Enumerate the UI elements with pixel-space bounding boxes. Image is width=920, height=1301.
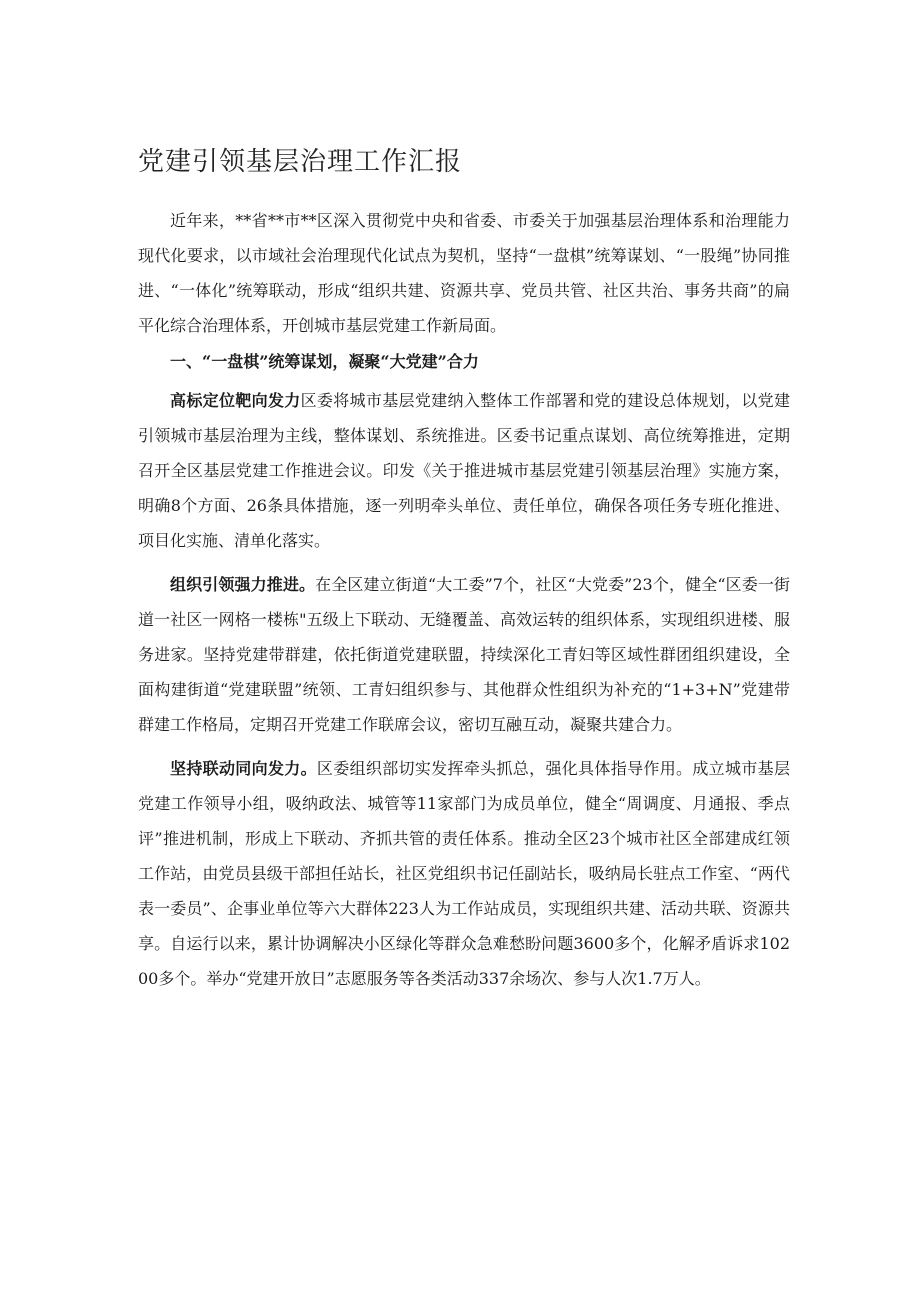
paragraph-linkage	[138, 751, 790, 996]
section-heading: 一、“一盘棋”统筹谋划，凝聚“大党建”合力	[170, 352, 479, 371]
paragraph-lead: 高标定位靶向发力	[170, 391, 301, 410]
paragraph-target-positioning	[138, 383, 790, 558]
paragraph-lead: 组织引领强力推进。	[170, 575, 316, 594]
paragraph-text: 区委组织部切实发挥牵头抓总，强化具体指导作用。成立城市基层党建工作领导小组，吸纳政法、城管等11家部门为成员单位，健全“周调度、月通报、季点评”推进机制，形成上下联动、齐抓共管的责任体系。推动全区23个城市社区全部建成红领工作站，由党员县级干部担任站长，社区党组织书记任副站长，吸纳局长驻点工作室、“两代表一委员”、企事业单位等六大群体223人为工作站成员，实现组织共建、活动共联、资源共享。自运行以来，累计协调解决小区绿化等群众急难愁盼问题3600多个，化解矛盾诉求10200多个。举办“党建开放日”志愿服务等各类活动337余场次、参与人次1.7万人。	[138, 759, 790, 988]
document-body	[138, 203, 790, 996]
paragraph-text: 区委将城市基层党建纳入整体工作部署和党的建设总体规划，以党建引领城市基层治理为主线，整体谋划、系统推进。区委书记重点谋划、高位统筹推进，定期召开全区基层党建工作推进会议。印发《关于推进城市基层党建引领基层治理》实施方案，明确8个方面、26条具体措施，逐一列明牵头单位、责任单位，确保各项任务专班化推进、项目化实施、清单化落实。	[138, 391, 790, 550]
paragraph-lead: 坚持联动同向发力。	[170, 759, 317, 778]
document-title: 党建引领基层治理工作汇报	[138, 147, 463, 177]
paragraph-text: 在全区建立街道“大工委”7个，社区“大党委”23个，健全“区委一街道一社区一网格一楼栋"五级上下联动、无缝覆盖、高效运转的组织体系，实现组织进楼、服务进家。坚持党建带群建，依托街道党建联盟，持续深化工青妇等区域性群团组织建设，全面构建街道“党建联盟”统领、工青妇组织参与、其他群众性组织为补充的“1+3+N”党建带群建工作格局，定期召开党建工作联席会议，密切互融互动，凝聚共建合力。	[138, 575, 790, 734]
intro-paragraph: 近年来，**省**市**区深入贯彻党中央和省委、市委关于加强基层治理体系和治理能力现代化要求，以市域社会治理现代化试点为契机，坚持“一盘棋”统筹谋划、“一股绳”协同推进、“一体化”统筹联动，形成“组织共建、资源共享、党员共管、社区共治、事务共商”的扁平化综合治理体系，开创城市基层党建工作新局面。	[138, 211, 790, 335]
paragraph-organization-leading	[138, 567, 790, 742]
